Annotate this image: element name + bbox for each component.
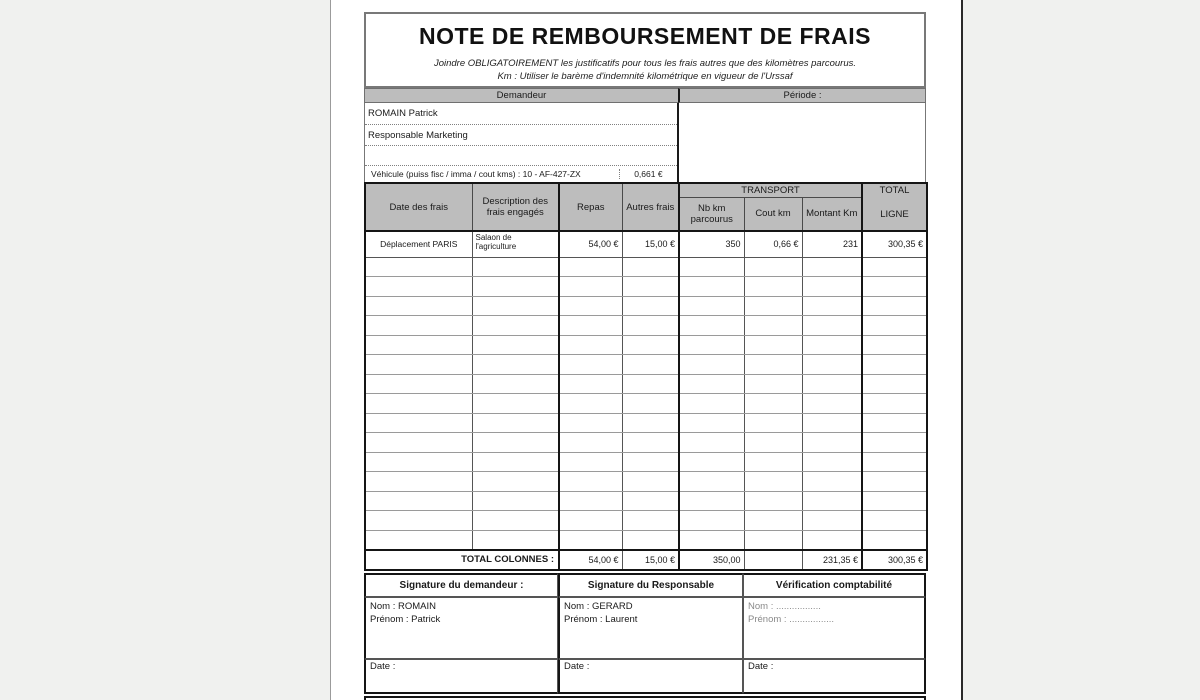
empty-expense-row [365,433,927,453]
empty-cell [559,452,622,472]
empty-cell [862,257,927,277]
expense-form [364,12,926,700]
empty-cell [802,472,862,492]
cell-nbkm: 350 [679,231,744,257]
periode-header: Période : [678,88,926,103]
empty-cell [679,433,744,453]
empty-cell [744,433,802,453]
empty-expense-row [365,530,927,550]
empty-cell [365,296,472,316]
empty-cell [679,413,744,433]
empty-cell [802,511,862,531]
signature-responsable-header: Signature du Responsable [558,573,743,597]
empty-cell [622,394,679,414]
empty-expense-row [365,257,927,277]
note-line-2: Km : Utiliser le barème d'indemnité kilométrique en vigueur de l'Urssaf [497,71,793,82]
empty-cell [472,355,559,375]
empty-cell [862,472,927,492]
demandeur-fields [365,103,677,182]
empty-cell [622,316,679,336]
empty-expense-row [365,355,927,375]
empty-cell [802,452,862,472]
empty-cell [622,530,679,550]
demandeur-name: ROMAIN Patrick [365,103,677,125]
col-header-autres: Autres frais [622,183,679,231]
empty-cell [365,530,472,550]
empty-cell [365,335,472,355]
vehicle-row [365,166,677,182]
empty-cell [802,433,862,453]
empty-cell [559,296,622,316]
empty-cell [559,472,622,492]
empty-cell [365,316,472,336]
empty-cell [744,335,802,355]
totals-nbkm: 350,00 [679,550,744,570]
document-page [330,0,963,700]
empty-cell [862,296,927,316]
empty-cell [744,491,802,511]
col-header-transport: TRANSPORT [679,183,862,197]
next-section-sliver [364,696,926,700]
empty-cell [679,296,744,316]
responsable-name-block: Nom : GERARD Prénom : Laurent [558,597,743,659]
empty-cell [679,355,744,375]
verification-comptabilite-header: Vérification comptabilité [743,573,926,597]
identity-body [364,103,926,182]
empty-cell [679,257,744,277]
totals-montantkm: 231,35 € [802,550,862,570]
col-header-date: Date des frais [365,183,472,231]
empty-cell [472,296,559,316]
empty-cell [744,472,802,492]
totals-autres: 15,00 € [622,550,679,570]
empty-cell [559,335,622,355]
empty-cell [559,433,622,453]
empty-cell [472,413,559,433]
empty-cell [472,472,559,492]
demandeur-header: Demandeur [364,88,678,103]
empty-cell [559,491,622,511]
comptabilite-date-field: Date : [743,659,926,694]
empty-cell [365,452,472,472]
totals-repas: 54,00 € [559,550,622,570]
empty-cell [679,277,744,297]
empty-cell [622,491,679,511]
empty-cell [622,296,679,316]
empty-expense-row [365,316,927,336]
empty-cell [472,452,559,472]
empty-cell [802,296,862,316]
empty-cell [744,452,802,472]
empty-cell [559,511,622,531]
empty-cell [472,257,559,277]
empty-cell [862,355,927,375]
empty-cell [862,530,927,550]
col-header-nbkm: Nb km parcourus [679,197,744,231]
empty-cell [365,433,472,453]
empty-cell [862,335,927,355]
empty-cell [472,316,559,336]
empty-cell [622,472,679,492]
empty-cell [559,374,622,394]
cell-autres: 15,00 € [622,231,679,257]
empty-cell [622,355,679,375]
empty-cell [679,530,744,550]
vehicle-rate: 0,661 € [619,169,677,179]
empty-cell [472,491,559,511]
empty-cell [679,335,744,355]
empty-cell [862,277,927,297]
totals-coutkm [744,550,802,570]
empty-cell [802,374,862,394]
empty-cell [679,511,744,531]
empty-cell [744,511,802,531]
empty-cell [365,374,472,394]
periode-area [677,103,925,182]
responsable-date-field: Date : [558,659,743,694]
empty-cell [365,355,472,375]
empty-expense-row [365,511,927,531]
empty-cell [622,374,679,394]
empty-cell [559,277,622,297]
empty-cell [802,257,862,277]
empty-cell [559,316,622,336]
empty-cell [862,374,927,394]
empty-cell [862,433,927,453]
empty-cell [622,277,679,297]
empty-expense-row [365,413,927,433]
signature-dates-row [364,659,926,694]
note-line-1: Joindre OBLIGATOIREMENT les justificatifs pour tous les frais autres que des kilomètres parcourus. [433,58,857,69]
empty-cell [744,296,802,316]
empty-cell [622,335,679,355]
empty-cell [559,257,622,277]
empty-cell [862,511,927,531]
col-header-repas: Repas [559,183,622,231]
empty-cell [862,413,927,433]
empty-cell [679,374,744,394]
comptabilite-name-block: Nom : ................. Prénom : ................. [743,597,926,659]
empty-cell [744,257,802,277]
empty-expense-row [365,374,927,394]
empty-cell [365,277,472,297]
identity-header [364,88,926,103]
demandeur-role: Responsable Marketing [365,125,677,146]
empty-cell [802,491,862,511]
empty-cell [622,433,679,453]
empty-cell [862,394,927,414]
empty-cell [622,257,679,277]
empty-cell [862,491,927,511]
cell-description: Salaon de l'agriculture [472,231,559,257]
empty-cell [365,413,472,433]
empty-cell [472,530,559,550]
empty-cell [559,530,622,550]
empty-cell [679,472,744,492]
empty-cell [559,394,622,414]
empty-cell [559,355,622,375]
cell-date: Déplacement PARIS [365,231,472,257]
signature-header-row [364,573,926,597]
empty-cell [622,452,679,472]
empty-cell [679,316,744,336]
col-header-montantkm: Montant Km [802,197,862,231]
empty-cell [365,257,472,277]
empty-cell [744,277,802,297]
empty-cell [802,394,862,414]
title-block [364,12,926,88]
empty-cell [802,277,862,297]
demandeur-name-block: Nom : ROMAIN Prénom : Patrick [364,597,558,659]
empty-cell [365,511,472,531]
empty-expense-row [365,335,927,355]
form-title: NOTE DE REMBOURSEMENT DE FRAIS [418,23,872,49]
empty-cell [472,394,559,414]
cell-total: 300,35 € [862,231,927,257]
col-header-description: Description des frais engagés [472,183,559,231]
empty-cell [622,511,679,531]
empty-cell [744,316,802,336]
empty-expense-row [365,296,927,316]
empty-cell [365,472,472,492]
empty-cell [744,355,802,375]
empty-cell [802,413,862,433]
empty-expense-row [365,491,927,511]
col-header-coutkm: Cout km [744,197,802,231]
empty-expense-row [365,452,927,472]
empty-cell [679,452,744,472]
demandeur-date-field: Date : [364,659,558,694]
demandeur-empty-line [365,146,677,166]
empty-cell [802,335,862,355]
empty-expense-row [365,472,927,492]
empty-cell [559,413,622,433]
signature-demandeur-header: Signature du demandeur : [364,573,558,597]
empty-expense-row [365,277,927,297]
empty-cell [862,316,927,336]
col-header-total: TOTAL LIGNE [862,183,927,231]
totals-row [365,550,927,570]
signature-names-row [364,597,926,659]
totals-label: TOTAL COLONNES : [365,550,559,570]
empty-cell [862,452,927,472]
empty-expense-row [365,394,927,414]
empty-cell [679,491,744,511]
empty-cell [679,394,744,414]
empty-cell [622,413,679,433]
empty-cell [472,433,559,453]
totals-total: 300,35 € [862,550,927,570]
expense-row [365,231,927,257]
empty-cell [802,355,862,375]
empty-cell [472,374,559,394]
empty-cell [802,316,862,336]
empty-cell [802,530,862,550]
cell-montantkm: 231 [802,231,862,257]
empty-cell [365,491,472,511]
empty-cell [744,530,802,550]
empty-cell [472,511,559,531]
expense-table [364,182,928,571]
empty-cell [365,394,472,414]
empty-cell [472,335,559,355]
vehicle-label: Véhicule (puiss fisc / imma / cout kms) : 10 - AF-427-ZX [371,169,581,179]
empty-cell [472,277,559,297]
cell-coutkm: 0,66 € [744,231,802,257]
empty-cell [744,394,802,414]
empty-cell [744,374,802,394]
empty-cell [744,413,802,433]
cell-repas: 54,00 € [559,231,622,257]
